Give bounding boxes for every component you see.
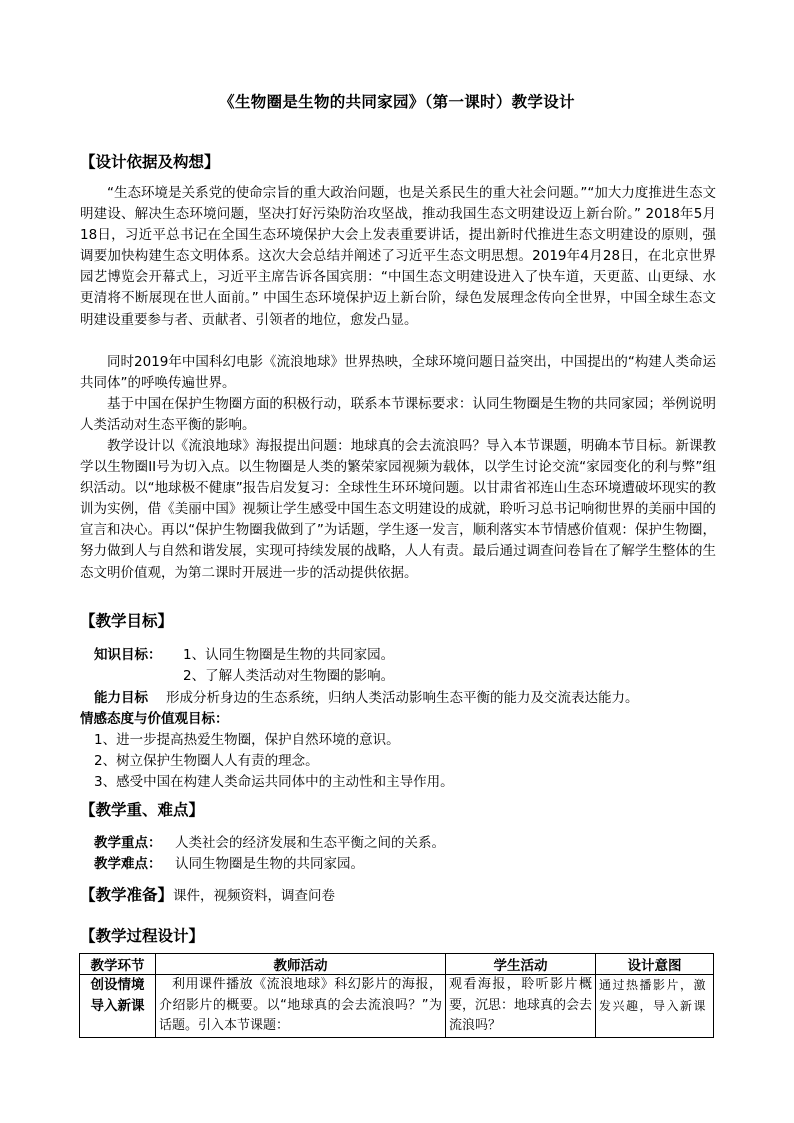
column-header-student: 学生活动 [446, 954, 596, 975]
column-header-teacher: 教师活动 [156, 954, 446, 975]
preparation-heading [80, 883, 335, 905]
process-table [79, 953, 714, 1038]
ability-objective-label: 能力目标 [94, 690, 148, 706]
ability-objective-text: 形成分析身边的生态系统，归纳人类活动影响生态平衡的能力及交流表达能力。 [166, 690, 639, 706]
column-header-intent: 设计意图 [596, 954, 714, 975]
student-activity-cell: 观看海报，聆听影片概要，沉思：地球真的会去流浪吗？ [446, 975, 596, 1038]
teaching-difficulty-text: 认同生物圈是生物的共同家园。 [175, 856, 364, 872]
stage-line: 创设情境 [90, 977, 145, 993]
design-basis-paragraph: “生态环境是关系党的使命宗旨的重大政治问题，也是关系民生的重大社会问题。”“加大力度推进生态文明建设、解决生态环境问题，坚决打好污染防治攻坚战，推动我国生态文明建设迈上新台阶。” 2018年5月18日，习近平总书记在全国生态环境保护大会上发表重要讲话，提出新时代推进生态文明建设的原则，强调要加快构建生态文明体系。这次大会总结并阐述了习近平生态文明思想。2019年4月28日，在北京世界园艺博览会开幕式上，习近平主席告诉各国宾朋：“中国生态文明建设进入了快车道，天更蓝、山更绿、水更清将不断展现在世人面前。” 中国生态环境保护迈上新台阶，绿色发展理念传向全世界，中国全球生态文明建设重要参与者、贡献者、引领者的地位，愈发凸显。 [80, 185, 716, 328]
emotion-objective-item: 3、感受中国在构建人类命运共同体中的主动性和主导作用。 [94, 774, 454, 790]
teacher-activity-cell: 利用课件播放《流浪地球》科幻影片的海报，介绍影片的概要。以“地球真的会去流浪吗？”为话题。引入本节课题： [156, 975, 446, 1038]
design-basis-paragraph: 同时2019年中国科幻电影《流浪地球》世界热映，全球环境问题日益突出，中国提出的“构建人类命运共同体”的呼唤传遍世界。 [80, 354, 716, 392]
process-heading: 【教学过程设计】 [80, 927, 205, 945]
table-row [80, 975, 714, 1038]
table-header-row [80, 954, 714, 975]
emotion-objective-item: 2、树立保护生物圈人人有责的理念。 [94, 753, 319, 769]
preparation-text: 课件，视频资料，调查问卷 [173, 888, 336, 904]
stage-line: 导入新课 [90, 997, 145, 1014]
key-points-heading: 【教学重、难点】 [80, 801, 205, 819]
teaching-focus-label: 教学重点： [94, 835, 162, 851]
document-title: 《生物圈是生物的共同家园》（第一课时）教学设计 [219, 93, 575, 111]
design-intent-cell: 通过热播影片，激发兴趣，导入新课 [596, 975, 714, 1038]
stage-cell [80, 975, 156, 1038]
knowledge-objective-item: 2、了解人类活动对生物圈的影响。 [183, 668, 395, 684]
emotion-objective-item: 1、进一步提高热爱生物圈，保护自然环境的意识。 [94, 732, 400, 748]
teaching-focus-text: 人类社会的经济发展和生态平衡之间的关系。 [175, 835, 445, 851]
preparation-heading-label: 【教学准备】 [80, 886, 174, 904]
column-header-stage: 教学环节 [80, 954, 156, 975]
objectives-heading: 【教学目标】 [80, 612, 174, 630]
emotion-objective-label: 情感态度与价值观目标： [80, 711, 229, 727]
knowledge-objective-item: 1、认同生物圈是生物的共同家园。 [183, 647, 395, 663]
teaching-difficulty-label: 教学难点： [94, 856, 162, 872]
knowledge-objective-label: 知识目标： [94, 647, 162, 663]
design-basis-paragraph: 教学设计以《流浪地球》海报提出问题：地球真的会去流浪吗？导入本节课题，明确本节目标。新课教学以生物圈II号为切入点。以生物圈是人类的繁荣家园视频为载体，以学生讨论交流“家园变化的利与弊”组织活动。以“地球极不健康”报告启发复习：全球性生环环境问题。以甘肃省祁连山生态环境遭破坏现实的教训为实例，借《美丽中国》视频让学生感受中国生态文明建设的成就，聆听习总书记响彻世界的美丽中国的宣言和决心。再以“保护生物圈我做到了”为话题，学生逐一发言，顺利落实本节情感价值观：保护生物圈，努力做到人与自然和谐发展，实现可持续发展的战略，人人有责。最后通过调查问卷旨在了解学生整体的生态文明价值观，为第二课时开展进一步的活动提供依据。 [80, 438, 716, 581]
design-basis-paragraph: 基于中国在保护生物圈方面的积极行动，联系本节课标要求：认同生物圈是生物的共同家园；举例说明人类活动对生态平衡的影响。 [80, 396, 716, 434]
design-basis-heading: 【设计依据及构想】 [80, 153, 220, 171]
